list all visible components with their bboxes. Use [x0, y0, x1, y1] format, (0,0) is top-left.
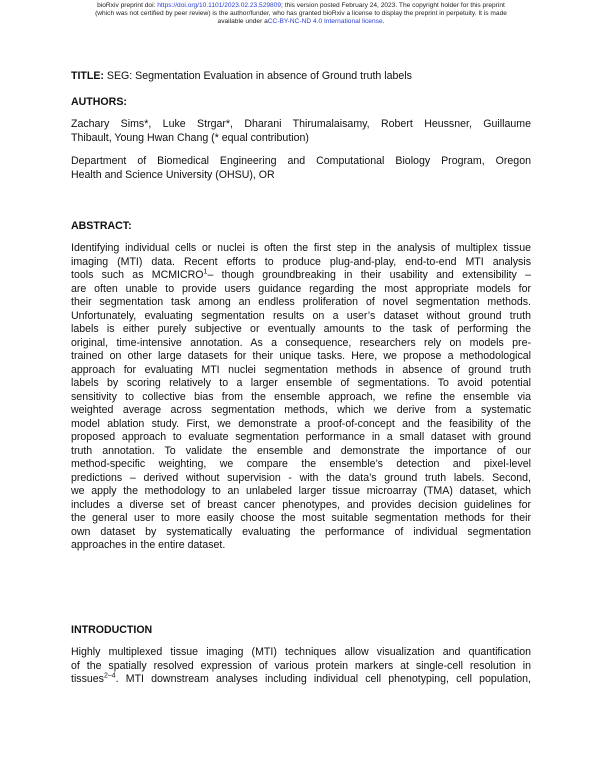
- abstract-line: trained on other large datasets for their unique tasks. Here, we propose a methodological: [71, 350, 531, 362]
- abstract-line: method-specific weighting, we compare the ensemble’s detection and pixel-level: [71, 458, 531, 470]
- abstract-line: [71, 269, 531, 283]
- license-link[interactable]: CC-BY-NC-ND 4.0 International license: [267, 18, 383, 25]
- notice-text: .: [382, 18, 385, 25]
- abstract-line: we apply the methodology to an unlabeled larger tissue microarray (TMA) dataset, which: [71, 485, 531, 497]
- abstract-line: labels is either purely subjective or eventually amounts to the task of performing the: [71, 323, 531, 335]
- abstract-text: – though groundbreaking in their usability and extensibility –: [207, 269, 531, 281]
- abstract-line: imaging (MTI) data. Recent efforts to produce plug-and-play, end-to-end MTI analysis: [71, 255, 531, 268]
- abstract-line: approach for evaluating MTI nuclei segmentation methods in absence of ground truth: [71, 363, 531, 376]
- abstract-line: weighted average across segmentation methods, which we derive from a systematic: [71, 404, 531, 416]
- abstract-line: model ablation study. First, we demonstrate a proof-of-concept and the feasibility of the: [71, 417, 531, 430]
- abstract-line: original, time-intensive annotation. As a consequence, researchers rely on models pre-: [71, 336, 531, 349]
- author-list: [71, 118, 531, 145]
- abstract-text: tools such as MCMICRO: [71, 269, 204, 281]
- abstract-line: their segmentation task among an endless proliferation of novel segmentation methods.: [71, 296, 531, 308]
- intro-line: of the spatially resolved expression of various protein markers at single-cell resolution in: [71, 659, 531, 672]
- abstract-line: sensitivity to collective bias from the ensemble approach, we refine the ensemble via: [71, 390, 531, 403]
- affiliation-line: Health and Science University (OHSU), OR: [71, 168, 275, 181]
- abstract-line: labels by scoring relatively to a larger ensemble of segmentations. To avoid potential: [71, 377, 531, 389]
- doi-link[interactable]: https://doi.org/10.1101/2023.02.23.529809: [157, 2, 282, 9]
- introduction-heading: INTRODUCTION: [71, 624, 153, 636]
- abstract-line: are often unable to provide users guidance regarding the most appropriate models for: [71, 282, 531, 295]
- title-text: SEG: Segmentation Evaluation in absence of Ground truth labels: [103, 70, 412, 82]
- intro-text: . MTI downstream analyses including individual cell phenotyping, cell population,: [115, 673, 531, 685]
- abstract-line: proposed approach to evaluate segmentation performance in a small dataset with ground: [71, 431, 531, 443]
- abstract-line: Unfortunately, evaluating segmentation results on a user’s dataset without ground truth: [71, 309, 531, 322]
- authors-heading: AUTHORS:: [71, 96, 127, 108]
- affiliation-line: Department of Biomedical Engineering and Computational Biology Program, Oregon: [71, 155, 531, 167]
- notice-text: bioRxiv preprint doi:: [97, 2, 158, 9]
- citation-ref: 2–4: [103, 672, 116, 680]
- abstract-line: includes a diverse set of breast cancer phenotypes, and provides decision guidelines for: [71, 498, 531, 511]
- abstract-line: own dataset by systematically evaluating the performance of individual segmentation: [71, 525, 531, 538]
- title-label: TITLE:: [71, 70, 104, 82]
- introduction-body: [71, 646, 531, 687]
- paper-title: [71, 70, 531, 84]
- notice-text: available under a: [217, 18, 268, 25]
- author-line: Zachary Sims*, Luke Strgar*, Dharani Thirumalaisamy, Robert Heussner, Guillaume: [71, 118, 531, 130]
- affiliation: [71, 155, 531, 182]
- citation-ref: 1: [203, 268, 208, 276]
- abstract-heading: ABSTRACT:: [71, 220, 132, 232]
- author-line: Thibault, Young Hwan Chang (* equal contribution): [71, 131, 309, 144]
- notice-text: ; this version posted February 24, 2023. The copyright holder for this preprint: [281, 2, 505, 9]
- intro-line: [71, 673, 531, 687]
- abstract-line: truth annotation. To validate the ensemble and demonstrate the importance of our: [71, 444, 531, 457]
- abstract-line: predictions – derived without supervision - with the data’s ground truth labels. Second,: [71, 471, 531, 484]
- preprint-notice: [46, 2, 556, 26]
- abstract-line: the general user to more easily choose the most suitable segmentation methods for their: [71, 512, 531, 524]
- intro-line: Highly multiplexed tissue imaging (MTI) techniques allow visualization and quantification: [71, 646, 531, 658]
- intro-text: tissues: [71, 673, 104, 685]
- abstract-line: approaches in the entire dataset.: [71, 539, 226, 551]
- abstract-line: Identifying individual cells or nuclei is often the first step in the analysis of multiplex tissue: [71, 242, 531, 254]
- notice-text: (which was not certified by peer review) is the author/funder, who has granted bioRxiv a license to display the preprint in perpetuity. It is made: [95, 10, 507, 17]
- abstract-body: [71, 242, 531, 553]
